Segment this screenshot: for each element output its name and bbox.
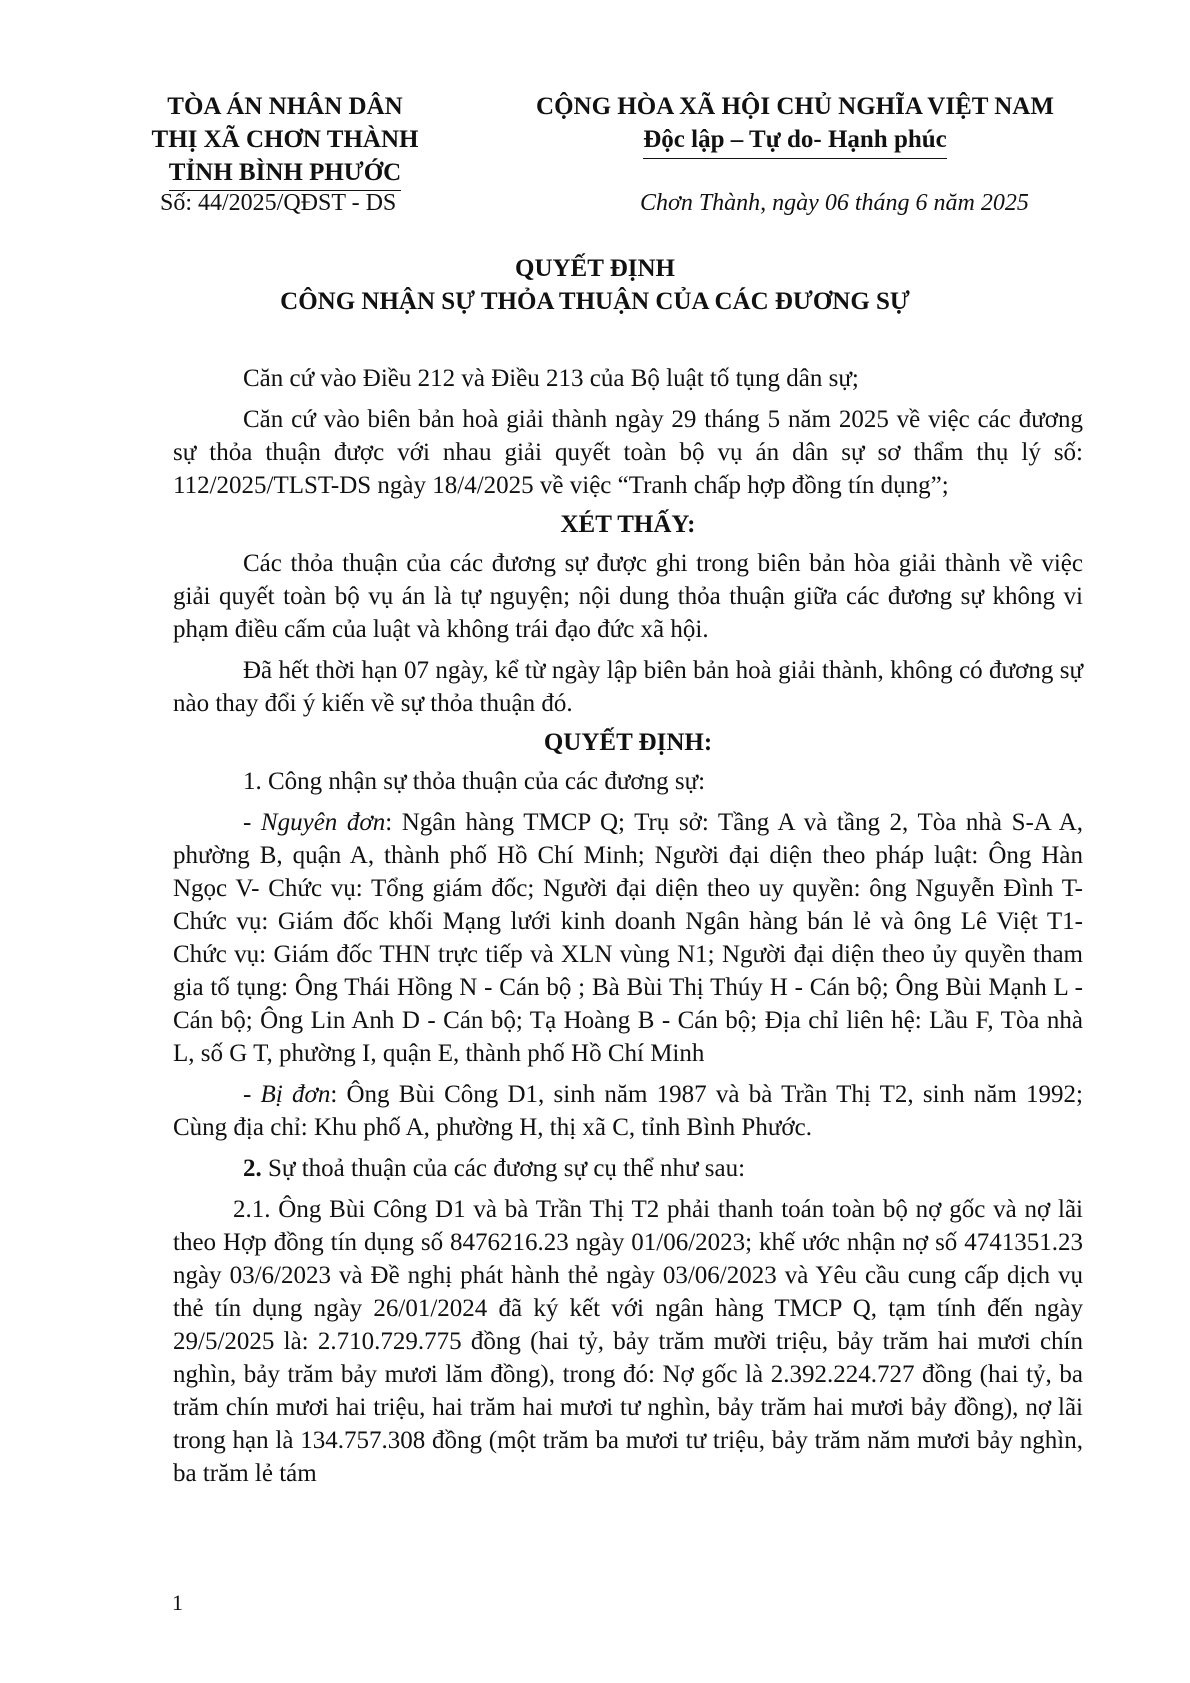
title-line2: CÔNG NHẬN SỰ THỎA THUẬN CỦA CÁC ĐƯƠNG SỰ [280,288,910,315]
finding-2: Đã hết thời hạn 07 ngày, kể từ ngày lập biên bản hoà giải thành, không có đương sự nào thay đổi ý kiến về sự thỏa thuận đó. [173,657,1083,717]
national-header [515,90,1075,159]
decision-2-number: 2. [243,1155,262,1182]
defendant-dash: - [243,1081,261,1108]
decision-2-text: Sự thoả thuận của các đương sự cụ thể như sau: [261,1155,746,1182]
plaintiff-dash: - [243,809,261,836]
plaintiff-label: Nguyên đơn [260,809,386,836]
heading-findings: XÉT THẤY: [560,511,696,538]
decision-1: 1. Công nhận sự thỏa thuận của các đương sự: [243,768,706,795]
court-name-line3: TỈNH BÌNH PHƯỚC [169,156,401,191]
defendant-label: Bị đơn [260,1081,331,1108]
page-number: 1 [172,1590,183,1615]
decision-2 [173,1152,1083,1185]
legal-basis-2: Căn cứ vào biên bản hoà giải thành ngày 29 tháng 5 năm 2025 về việc các đương sự thỏa thuận được với nhau giải quyết toàn bộ vụ án dân sự sơ thẩm thụ lý số: 112/2025/TLST-DS ngày 18/4/2025 về việc “Tranh chấp hợp đồng tín dụng”; [173,406,1083,499]
court-header [140,90,430,191]
document-body [173,362,1083,1490]
defendant-details: : Ông Bùi Công D1, sinh năm 1987 và bà Trần Thị T2, sinh năm 1992; Cùng địa chỉ: Khu phố A, phường H, thị xã C, tỉnh Bình Phước. [173,1081,1083,1141]
legal-basis-1: Căn cứ vào Điều 212 và Điều 213 của Bộ luật tố tụng dân sự; [243,365,859,392]
court-name-line1: TÒA ÁN NHÂN DÂN [167,93,403,120]
republic-name: CỘNG HÒA XÃ HỘI CHỦ NGHĨA VIỆT NAM [536,93,1054,120]
place-date: Chơn Thành, ngày 06 tháng 6 năm 2025 [640,190,1029,216]
clause-2-1: 2.1. Ông Bùi Công D1 và bà Trần Thị T2 phải thanh toán toàn bộ nợ gốc và nợ lãi theo Hợp đồng tín dụng số 8476216.23 ngày 01/06/2023; khế ước nhận nợ số 4741351.23 ngày 03/6/2023 và Đề nghị phát hành thẻ ngày 03/06/2023 và Yêu cầu cung cấp dịch vụ thẻ tín dụng ngày 26/01/2024 đã ký kết với ngân hàng TMCP Q, tạm tính đến ngày 29/5/2025 là: 2.710.729.775 đồng (hai tỷ, bảy trăm mười triệu, bảy trăm hai mươi chín nghìn, bảy trăm bảy mươi lăm đồng), trong đó: Nợ gốc là 2.392.224.727 đồng (hai tỷ, ba trăm chín mươi hai triệu, hai trăm hai mươi tư nghìn, bảy trăm hai mươi bảy đồng), nợ lãi trong hạn là 134.757.308 đồng (một trăm ba mươi tư triệu, bảy trăm năm mươi bảy nghìn, ba trăm lẻ tám [173,1196,1083,1487]
court-name-line2: THỊ XÃ CHƠN THÀNH [151,126,419,153]
plaintiff-details: : Ngân hàng TMCP Q; Trụ sở: Tầng A và tầng 2, Tòa nhà S-A A, phường B, quận A, thành phố Hồ Chí Minh; Người đại diện theo pháp luật: Ông Hàn Ngọc V- Chức vụ: Tổng giám đốc; Người đại diện theo uy quyền: ông Nguyễn Đình T- Chức vụ: Giám đốc khối Mạng lưới kinh doanh Ngân hàng bán lẻ và ông Lê Việt T1- Chức vụ: Giám đốc THN trực tiếp và XLN vùng N1; Người đại diện theo ủy quyền tham gia tố tụng: Ông Thái Hồng N - Cán bộ ; Bà Bùi Thị Thúy H - Cán bộ; Ông Bùi Mạnh L - Cán bộ; Ông Lin Anh D - Cán bộ; Tạ Hoàng B - Cán bộ; Địa chỉ liên hệ: Lầu F, Tòa nhà L, số G T, phường I, quận E, thành phố Hồ Chí Minh [173,809,1083,1067]
heading-decision: QUYẾT ĐỊNH: [543,729,713,756]
defendant-paragraph [173,1078,1083,1144]
document-title [0,252,1190,318]
national-motto: Độc lập – Tự do- Hạnh phúc [643,123,947,159]
plaintiff-paragraph [173,806,1083,1070]
document-number: Số: 44/2025/QĐST - DS [160,190,397,216]
title-line1: QUYẾT ĐỊNH [515,255,675,282]
finding-1: Các thỏa thuận của các đương sự được ghi trong biên bản hòa giải thành về việc giải quyết toàn bộ vụ án là tự nguyện; nội dung thỏa thuận giữa các đương sự không vi phạm điều cấm của luật và không trái đạo đức xã hội. [173,550,1083,643]
